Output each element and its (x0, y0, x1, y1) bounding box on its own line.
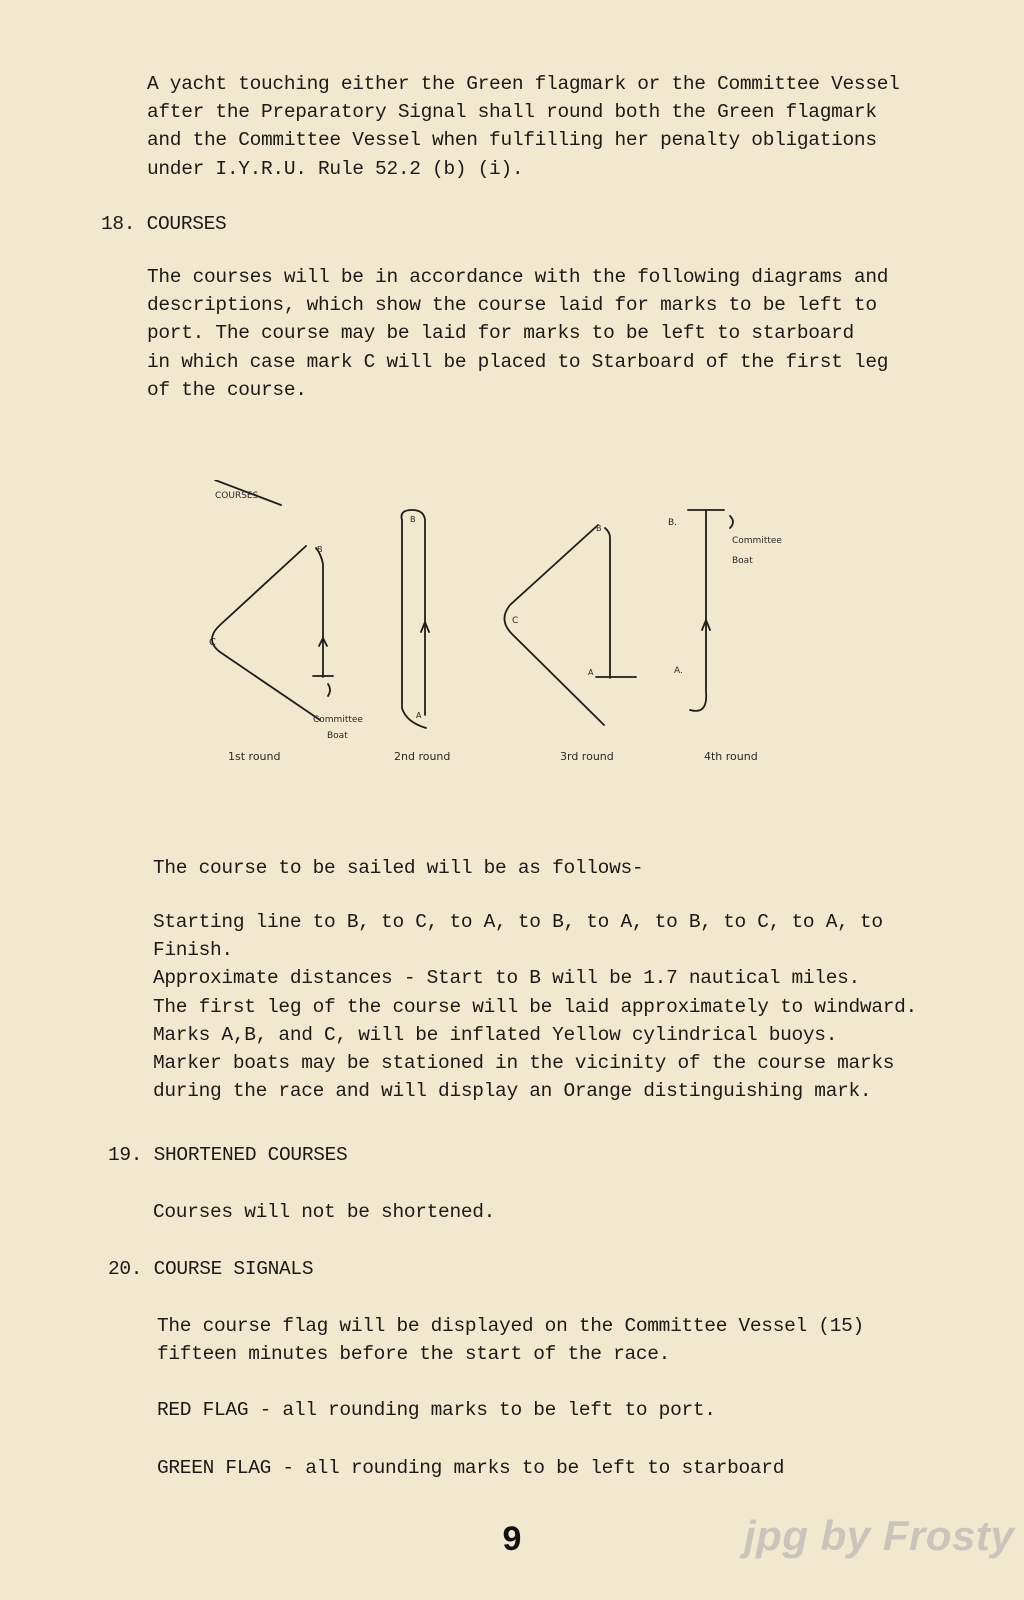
round3-mark-c: C (512, 616, 519, 626)
round3-leg (605, 528, 610, 678)
section-20-body: The course flag will be displayed on the Committee Vessel (15) fifteen minutes before the start of the race. (157, 1315, 864, 1366)
round4-boat-label: Boat (732, 556, 753, 566)
round4-committee-boat-shape (730, 516, 733, 528)
section-18-heading: 18. COURSES (101, 213, 227, 235)
course-body: Starting line to B, to C, to A, to B, to A, to B, to C, to A, to Finish. Approximate distances - Start to B will be 1.7 nautical miles. The first leg of the course will be laid approximately to windward. Marks A,B, and C, will be inflated Yellow cylindrical buoys. Marker boats may be stationed in the vicinity of the course marks during the race and will display an Orange distinguishing mark. (153, 911, 917, 1103)
green-flag-line: GREEN FLAG - all rounding marks to be left to starboard (157, 1457, 785, 1479)
round1-committee-boat-shape (328, 684, 330, 696)
round1-caption: 1st round (228, 750, 281, 763)
round4-path (690, 510, 706, 711)
round2-mark-b: B (410, 515, 416, 524)
round3-mark-b: B (596, 524, 602, 533)
round3-mark-a: A (588, 668, 594, 677)
section-19-body: Courses will not be shortened. (153, 1201, 496, 1223)
round4-committee-label: Committee (732, 536, 782, 546)
round2-caption: 2nd round (394, 750, 451, 763)
section-18-body: The courses will be in accordance with the following diagrams and descriptions, which show the course laid for marks to be left to port. The course may be laid for marks to be left to starboard in which case mark C will be placed to Starboard of the first leg of the course. (147, 266, 889, 401)
watermark: jpg by Frosty (744, 1512, 1015, 1559)
round3-caption: 3rd round (560, 750, 614, 763)
round1-boat-label: Boat (327, 731, 348, 741)
diagram-title: COURSES (215, 491, 259, 501)
section-19-heading: 19. SHORTENED COURSES (108, 1144, 348, 1166)
course-intro: The course to be sailed will be as follows- (153, 857, 644, 879)
round4-mark-b: B. (668, 518, 678, 528)
round1-committee-label: Committee (313, 715, 363, 725)
courses-diagram-svg (180, 480, 860, 780)
round3-path (504, 525, 604, 725)
page-number: 9 (502, 1520, 522, 1558)
round4-caption: 4th round (704, 750, 758, 763)
round2-mark-a: A (416, 711, 422, 720)
round1-mark-b: B (317, 545, 323, 554)
intro-paragraph: A yacht touching either the Green flagmark or the Committee Vessel after the Preparatory Signal shall round both the Green flagmark and the Committee Vessel when fulfilling her penalty obligations under I.Y.R.U. Rule 52.2 (b) (i). (147, 73, 900, 180)
section-20-heading: 20. COURSE SIGNALS (108, 1258, 314, 1280)
round2-left-leg (402, 520, 426, 728)
round1-path (212, 546, 320, 720)
round2-right-leg (401, 510, 425, 715)
courses-diagram (180, 480, 860, 780)
red-flag-line: RED FLAG - all rounding marks to be left to port. (157, 1399, 716, 1421)
round1-mark-c: C (209, 637, 216, 648)
round1-leg (316, 548, 323, 677)
round4-mark-a: A. (674, 666, 683, 676)
